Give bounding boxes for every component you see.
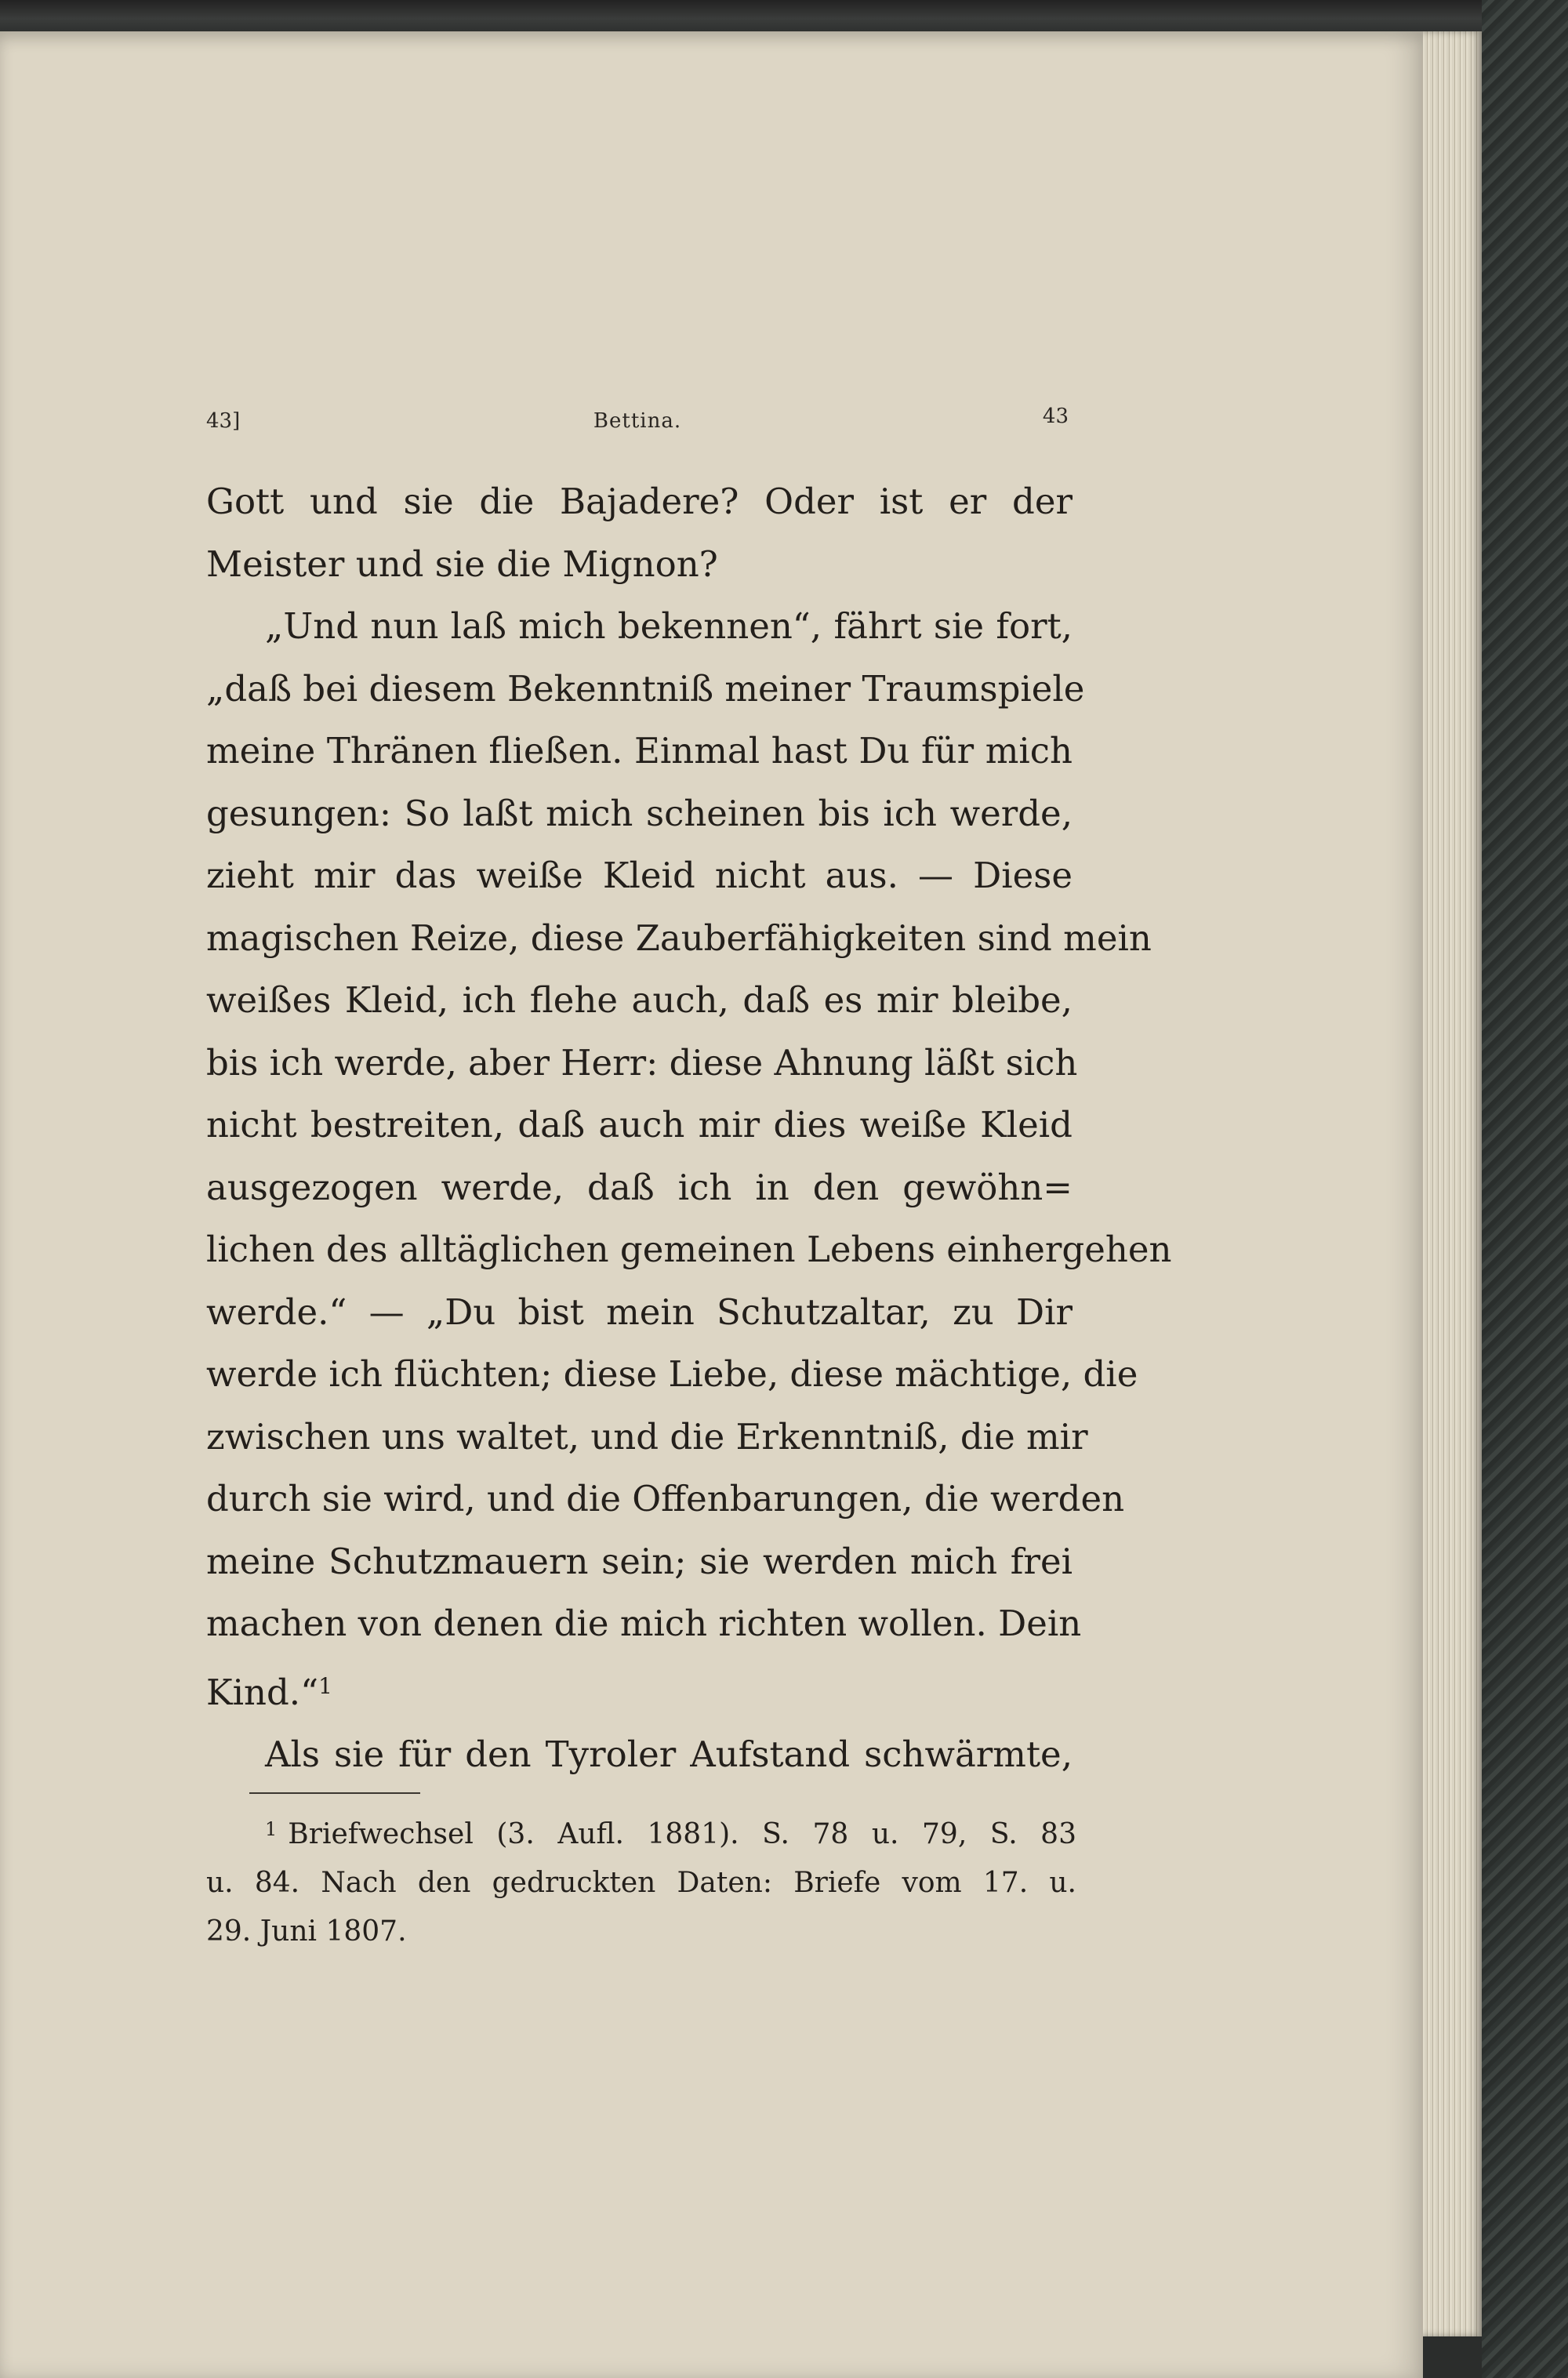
text-line: meine Thränen fließen. Einmal hast Du für mich	[206, 730, 1073, 771]
footnote-text: Briefwechsel (3. Aufl. 1881). S. 78 u. 79, S. 83	[288, 1818, 1076, 1850]
footnote-divider	[249, 1792, 420, 1794]
text-line	[206, 1655, 1073, 1724]
running-head	[206, 405, 1069, 441]
text-line: machen von denen die mich richten wollen. Dein	[206, 1603, 1082, 1644]
text-line: Gott und sie die Bajadere? Oder ist er der	[206, 481, 1073, 522]
footnote-mark: 1	[265, 1818, 278, 1840]
page-number: 43	[1042, 405, 1069, 428]
text-line: lichen des alltäglichen gemeinen Lebens einhergehen	[206, 1229, 1172, 1270]
running-head-title: Bettina.	[593, 409, 682, 433]
text-line: zwischen uns waltet, und die Erkenntniß, die mir	[206, 1415, 1088, 1458]
binding-board-top	[0, 0, 1568, 31]
page-edges	[1419, 31, 1482, 2336]
binding-board-right	[1482, 0, 1568, 2378]
footnote-line: u. 84. Nach den gedruckten Daten: Briefe vom 17. u.	[206, 1867, 1076, 1899]
footnote-line: 29. Juni 1807.	[206, 1915, 407, 1948]
footnote	[206, 1805, 1076, 1956]
body-text	[206, 470, 1172, 1786]
text-line: zieht mir das weiße Kleid nicht aus. — Diese	[206, 855, 1073, 896]
text-line: gesungen: So laßt mich scheinen bis ich werde,	[206, 792, 1073, 834]
text-line: magischen Reize, diese Zauberfähigkeiten sind mein	[206, 917, 1152, 959]
text-line: weißes Kleid, ich flehe auch, daß es mir bleibe,	[206, 979, 1073, 1021]
footnote-line	[206, 1805, 1076, 1859]
footnote-reference: 1	[318, 1672, 332, 1699]
text-line-content: Kind.“	[206, 1671, 319, 1713]
text-line: meine Schutzmauern sein; sie werden mich frei	[206, 1540, 1073, 1582]
text-line: durch sie wird, und die Offenbarungen, die werden	[206, 1478, 1125, 1519]
running-head-left: 43]	[206, 409, 241, 433]
text-line: ausgezogen werde, daß ich in den gewöhn=	[206, 1166, 1073, 1208]
text-line: bis ich werde, aber Herr: diese Ahnung läßt sich	[206, 1041, 1078, 1084]
text-line: nicht bestreiten, daß auch mir dies weiße Kleid	[206, 1104, 1073, 1145]
text-line: „daß bei diesem Bekenntniß meiner Traumspiele	[206, 667, 1085, 710]
text-line: werde ich flüchten; diese Liebe, diese mächtige, die	[206, 1353, 1138, 1395]
text-line: „Und nun laß mich bekennen“, fährt sie fort,	[265, 605, 1073, 647]
text-line: werde.“ — „Du bist mein Schutzaltar, zu Dir	[206, 1291, 1073, 1333]
book-page	[0, 31, 1423, 2378]
text-line: Als sie für den Tyroler Aufstand schwärmte,	[265, 1734, 1073, 1775]
text-line: Meister und sie die Mignon?	[206, 543, 718, 585]
